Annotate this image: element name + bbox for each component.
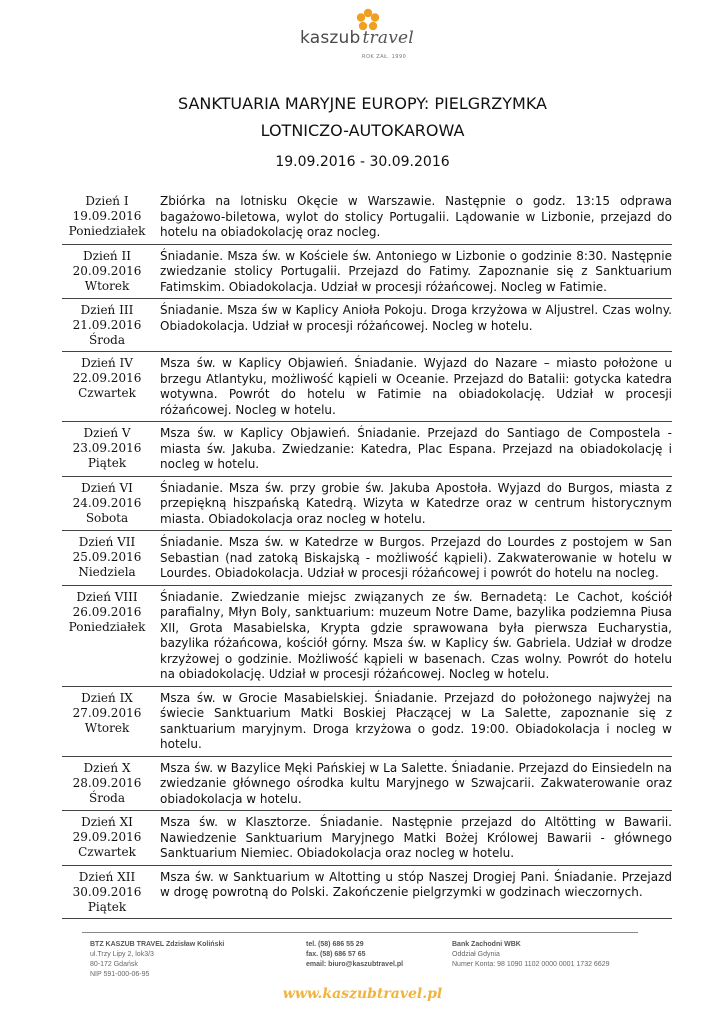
itinerary-row xyxy=(62,866,672,919)
day-description: Zbiórka na lotnisku Okęcie w Warszawie. Następnie o godz. 13:15 odprawa bagażowo-biletowa, wylot do stolicy Portugalii. Lądowanie w Lizbonie, przejazd do hotelu na obiadokolację oraz nocleg. xyxy=(160,194,672,239)
day-label-cell xyxy=(62,870,152,915)
itinerary-row xyxy=(62,352,672,422)
day-description: Śniadanie. Msza św. w Katedrze w Burgos. Przejazd do Lourdes z postojem w San Sebastian (nad zatoką Biskajską - możliwość kąpieli). Zakwaterowanie w hotelu w Lourdes. Obiadokolacja. Udział w procesji różańcowej i powrót do hotelu na nocleg. xyxy=(160,535,672,580)
day-day: Dzień IX xyxy=(81,690,133,705)
day-description: Msza św. w Klasztorze. Śniadanie. Następnie przejazd do Altötting w Bawarii. Nawiedzenie Sanktuarium Maryjnego Matki Bożej Królowej Bawarii - głównego Sanktuarium Niemiec. Obiadokolacja oraz nocleg w hotelu. xyxy=(160,815,672,860)
day-label-cell xyxy=(62,761,152,808)
day-label-cell xyxy=(62,815,152,862)
footer-bank-name: Bank Zachodni WBK xyxy=(452,941,521,948)
day-day: Dzień VI xyxy=(81,480,133,495)
day-weekday: Poniedziałek xyxy=(68,224,146,238)
day-date: 27.09.2016 xyxy=(72,705,142,720)
itinerary-row xyxy=(62,477,672,532)
itinerary-row xyxy=(62,422,672,477)
logo-since: ROK ZAŁ. 1990 xyxy=(362,54,407,60)
day-day: Dzień VII xyxy=(78,535,136,549)
footer-bank-account: Numer Konta: 98 1090 1102 0000 0001 1732 6629 xyxy=(452,961,610,968)
itinerary-table xyxy=(62,190,672,919)
day-day: Dzień X xyxy=(83,760,131,775)
day-date: 26.09.2016 xyxy=(72,604,142,619)
day-date: 22.09.2016 xyxy=(72,371,142,385)
day-date: 21.09.2016 xyxy=(72,318,142,332)
itinerary-row xyxy=(62,811,672,866)
day-weekday: Wtorek xyxy=(84,278,130,293)
day-date: 29.09.2016 xyxy=(72,830,142,844)
company-logo xyxy=(300,8,440,70)
itinerary-row xyxy=(62,586,672,687)
itinerary-row xyxy=(62,299,672,352)
itinerary-row xyxy=(62,687,672,757)
day-label-cell xyxy=(62,691,152,753)
footer-street: ul.Trzy Lipy 2, lok3/3 xyxy=(90,951,154,958)
footer-email[interactable]: email: biuro@kaszubtravel.pl xyxy=(306,961,404,968)
logo-brand-sub: travel xyxy=(362,28,414,48)
day-day: Dzień I xyxy=(85,194,129,208)
logo-brand-main: kaszub xyxy=(300,28,361,48)
day-weekday: Piątek xyxy=(87,456,127,470)
day-day: Dzień XI xyxy=(81,815,133,829)
day-day: Dzień V xyxy=(83,426,131,440)
day-label-cell xyxy=(62,356,152,418)
footer-website-link[interactable]: www.kaszubtravel.pl xyxy=(282,986,443,1002)
day-description: Śniadanie. Msza św. w Kościele św. Antoniego w Lizbonie o godzinie 8:30. Następnie zwiedzanie stolicy Portugalii. Przejazd do Fatimy. Zapoznanie się z Sanktuarium Fatimskim. Obiadokolacja. Udział w procesji różańcowej. Nocleg w Fatimie. xyxy=(160,248,672,294)
day-label-cell xyxy=(62,249,152,296)
footer-bank xyxy=(452,940,610,970)
day-date: 24.09.2016 xyxy=(72,495,142,510)
day-weekday: Środa xyxy=(88,333,126,347)
page-title-line1: SANKTUARIA MARYJNE EUROPY: PIELGRZYMKA xyxy=(178,94,547,113)
itinerary-row xyxy=(62,245,672,300)
day-weekday: Czwartek xyxy=(78,845,136,859)
day-weekday: Niedziela xyxy=(78,565,136,579)
day-label-cell xyxy=(62,303,152,348)
day-label-cell xyxy=(62,481,152,528)
footer-company-address xyxy=(90,940,224,980)
day-description: Śniadanie. Zwiedzanie miejsc związanych ze św. Bernadetą: Le Cachot, kościół parafialny, Młyn Boly, sanktuarium: muzeum Notre Dame, bazylika podziemna Piusa XII, Grota Masabielska, Krypta gdzie sprawowana była pierwsza Eucharystia, bazylika różańcowa, kościół górny. Msza św. w Kaplicy św. Gabriela. Udział w drodze krzyżowej o godzinie. Możliwość kąpieli w basenach. Czas wolny. Powrót do hotelu na obiadokolację. Udział w procesji różańcowej. Nocleg w hotelu. xyxy=(160,589,672,681)
footer-company-name: BTZ KASZUB TRAVEL Zdzisław Koliński xyxy=(90,941,225,948)
day-date: 20.09.2016 xyxy=(72,263,142,278)
day-day: Dzień XII xyxy=(78,869,136,884)
footer-divider xyxy=(82,932,638,933)
day-weekday: Sobota xyxy=(85,510,129,525)
itinerary-row xyxy=(62,531,672,586)
day-description: Śniadanie. Msza św. przy grobie św. Jakuba Apostoła. Wyjazd do Burgos, miasta z przepiękną hiszpańską Katedrą. Wizyta w Katedrze oraz w centrum historycznym miasta. Obiadokolacja oraz nocleg w hotelu. xyxy=(160,480,672,526)
day-description: Msza św. w Sanktuarium w Altotting u stóp Naszej Drogiej Pani. Śniadanie. Przejazd w drogę powrotną do Polski. Zakończenie pielgrzymki w godzinach wieczornych. xyxy=(160,869,672,899)
day-description: Msza św. w Grocie Masabielskiej. Śniadanie. Przejazd do położonego najwyżej na świecie Sanktuarium Matki Boskiej Płaczącej w La Salette, zapoznanie się z sanktuarium maryjnym. Droga krzyżowa o godz. 19:00. Obiadokolacja i nocleg w hotelu. xyxy=(160,690,672,751)
day-weekday: Poniedziałek xyxy=(68,619,146,634)
footer-nip: NIP 591-000-06-95 xyxy=(90,971,150,978)
day-label-cell xyxy=(62,426,152,473)
day-label-cell xyxy=(62,535,152,582)
day-weekday: Piątek xyxy=(87,899,127,914)
day-weekday: Środa xyxy=(88,790,126,805)
day-weekday: Wtorek xyxy=(84,720,130,735)
footer-city: 80-172 Gdańsk xyxy=(90,961,138,968)
day-day: Dzień II xyxy=(83,248,131,263)
day-weekday: Czwartek xyxy=(78,386,136,400)
footer-fax: fax. (58) 686 57 65 xyxy=(306,951,366,958)
footer-bank-branch: Oddział Gdynia xyxy=(452,951,500,958)
day-date: 23.09.2016 xyxy=(72,441,142,455)
day-description: Śniadanie. Msza św w Kaplicy Anioła Pokoju. Droga krzyżowa w Aljustrel. Czas wolny. Obiadokolacja. Udział w procesji różańcowej. Nocleg w hotelu. xyxy=(160,303,672,333)
trip-dates: 19.09.2016 - 30.09.2016 xyxy=(275,154,450,170)
day-description: Msza św. w Kaplicy Objawień. Śniadanie. Przejazd do Santiago de Compostela - miasta św. Jakuba. Zwiedzanie: Katedra, Plac Espana. Przejazd na obiadokolację i nocleg w hotelu. xyxy=(160,426,672,471)
day-description: Msza św. w Kaplicy Objawień. Śniadanie. Wyjazd do Nazare – miasto położone u brzegu Atlantyku, możliwość kąpieli w Oceanie. Przejazd do Batalii: gotycka katedra wotywna. Powrót do hotelu w Fatimie na obiadokolację. Udział w procesji różańcowej. Nocleg w hotelu. xyxy=(160,356,672,417)
day-date: 25.09.2016 xyxy=(72,550,142,564)
day-day: Dzień IV xyxy=(81,356,133,370)
day-label-cell xyxy=(62,590,152,683)
day-date: 28.09.2016 xyxy=(72,775,142,790)
day-date: 30.09.2016 xyxy=(72,884,142,899)
itinerary-row xyxy=(62,757,672,812)
page-title-line2: LOTNICZO-AUTOKAROWA xyxy=(260,121,465,140)
logo-wordmark xyxy=(300,28,414,48)
itinerary-row xyxy=(62,190,672,245)
day-label-cell xyxy=(62,194,152,241)
day-description: Msza św. w Bazylice Męki Pańskiej w La Salette. Śniadanie. Przejazd do Einsiedeln na zwiedzanie głównego ośrodka kultu Maryjnego w Szwajcarii. Zakwaterowanie oraz obiadokolacja w hotelu. xyxy=(160,760,672,806)
footer-phone: tel. (58) 686 55 29 xyxy=(306,941,364,948)
day-day: Dzień VIII xyxy=(76,589,138,604)
day-date: 19.09.2016 xyxy=(72,209,142,223)
day-day: Dzień III xyxy=(80,303,134,317)
footer-contact xyxy=(306,940,403,970)
